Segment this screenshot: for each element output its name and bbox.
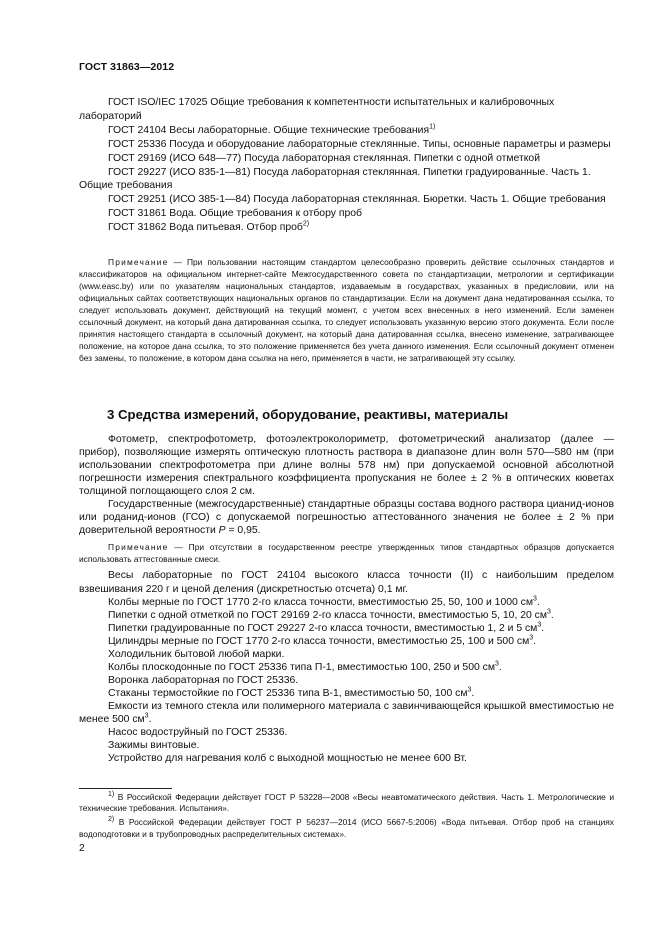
reference-item: ГОСТ 29227 (ИСО 835-1—81) Посуда лабораторная стеклянная. Пипетки градуированные. Часть 1. Общие требования	[79, 166, 591, 192]
equipment-item: Емкости из темного стекла или полимерного материала с завинчивающейся крышкой вместимостью не менее 500 $см^3$.	[79, 700, 614, 725]
footnote-ref[interactable]: 2)	[302, 220, 310, 228]
equipment-item: Колбы мерные по ГОСТ 1770 2-го класса точности, вместимостью 25, 50, 100 и 1000 $см^3$.	[108, 595, 540, 608]
reference-item: ГОСТ 29169 (ИСО 648—77) Посуда лабораторная стеклянная. Пипетки с одной отметкой	[108, 152, 541, 164]
reference-item: ГОСТ 24104 Весы лабораторные. Общие технические требования$^{1)}$	[108, 123, 436, 136]
equipment-item: Пипетки градуированные по ГОСТ 29227 2-го класса точности, вместимостью 1, 2 и 5 $см^3$.	[108, 621, 545, 634]
note-label: Примечание	[108, 542, 169, 553]
note-label: Примечание	[108, 257, 169, 267]
paragraph-instrument: Фотометр, спектрофотометр, фотоэлектроколориметр, фотометрический анализатор (далее — прибор), позволяющие измерять оптическую плотность раствора в диапазоне длин волн 570—580 нм (при использовании спектрофотометра при длине волны 578 нм) при допускаемой основной абсолютной погрешности измерения спектрального коэффициента пропускания не более ± 2 % в оптических кюветах толщиной поглощающего слоя 2 см.	[79, 434, 614, 498]
equipment-item: Цилиндры мерные по ГОСТ 1770 2-го класса точности, вместимостью 25, 100 и 500 $см^3$.	[108, 634, 537, 647]
reference-item: ГОСТ ISO/IEC 17025 Общие требования к компетентности испытательных и калибровочных лабораторий	[79, 97, 555, 122]
equipment-item: Весы лабораторные по ГОСТ 24104 высокого класса точности (II) с наибольшим пределом взвешивания 220 г и ценой деления (дискретностью отсчета) 0,1 мг.	[79, 570, 614, 595]
equipment-item: Пипетки с одной отметкой по ГОСТ 29169 2-го класса точности, вместимостью 5, 10, 20 $см^3$.	[108, 608, 554, 621]
footnote-separator	[79, 788, 172, 789]
page-number: 2	[79, 843, 85, 854]
normative-references-list	[79, 96, 614, 235]
note-references: Примечание — При пользовании настоящим стандартом целесообразно проверить действие ссылочных стандартов и классификаторов на официальном интернет-сайте Межгосударственного совета по стандартизации, метрологии и сертификации (www.easc.by) или по указателям национальных стандартов, издаваемым в государствах, указанных в предисловии, или на официальных сайтах соответствующих национальных органов по стандартизации. Если на документ дана недатированная ссылка, то следует использовать документ, действующий на текущий момент, с учетом всех внесенных в него изменений. Если заменен ссылочный документ, на который дана датированная ссылка, то следует использовать указанную версию этого документа. Если после принятия настоящего стандарта в ссылочный документ, на который дана датированная ссылка, внесено изменение, затрагивающее положение, на которое дана ссылка, то это положение применяется без учета данного изменения. Если ссылочный документ отменен без замены, то положение, в котором дана ссылка на него, применяется в части, не затрагивающей эту ссылку.	[79, 257, 614, 364]
reference-item: ГОСТ 25336 Посуда и оборудование лабораторные стеклянные. Типы, основные параметры и размеры	[108, 138, 611, 150]
paragraph-reference-materials: Государственные (межгосударственные) стандартные образцы состава водного раствора цианид-ионов или роданид-ионов (ГСО) с допускаемой погрешностью аттестованного значения не более ± 2 % при доверительной вероятности P = 0,95.	[79, 499, 614, 537]
equipment-item: Стаканы термостойкие по ГОСТ 25336 типа В-1, вместимостью 50, 100 $см^3$.	[108, 686, 475, 699]
equipment-item: Устройство для нагревания колб с выходной мощностью не менее 600 Вт.	[108, 753, 467, 765]
note-reference-materials: Примечание — При отсутствии в государственном реестре утвержденных типов стандартных образцов допускается использовать аттестованные смеси.	[79, 542, 614, 565]
section-3-heading: 3 Средства измерений, оборудование, реактивы, материалы	[107, 407, 509, 422]
equipment-item: Воронка лабораторная по ГОСТ 25336.	[108, 674, 299, 686]
reference-item: ГОСТ 31862 Вода питьевая. Отбор проб$^{2)}$	[108, 220, 310, 234]
reference-item: ГОСТ 29251 (ИСО 385-1—84) Посуда лабораторная стеклянная. Бюретки. Часть 1. Общие требования	[108, 194, 606, 206]
footnote-ref[interactable]: 1)	[429, 123, 436, 131]
equipment-item: Колбы плоскодонные по ГОСТ 25336 типа П-1, вместимостью 100, 250 и 500 $см^3$.	[108, 660, 502, 673]
reference-item: ГОСТ 31861 Вода. Общие требования к отбору проб	[108, 208, 362, 220]
section-3-body	[79, 433, 614, 765]
footnote-1: $^{1)}$ В Российской Федерации действует ГОСТ Р 53228—2008 «Весы неавтоматического действия. Часть 1. Метрологические и технические требования. Испытания».	[79, 791, 614, 814]
footnotes	[79, 792, 614, 843]
footnote-2: $^{2)}$ В Российской Федерации действует ГОСТ Р 56237—2014 (ИСО 5667-5:2006) «Вода питьевая. Отбор проб на станциях водоподготовки и в трубопроводных распределительных системах».	[79, 816, 614, 839]
document-header-code: ГОСТ 31863—2012	[79, 61, 175, 73]
equipment-item: Насос водоструйный по ГОСТ 25336.	[108, 727, 288, 739]
equipment-item: Холодильник бытовой любой марки.	[108, 648, 285, 660]
equipment-item: Зажимы винтовые.	[108, 740, 200, 752]
note-text: При пользовании настоящим стандартом целесообразно проверить действие ссылочных стандартов и классификаторов на официальном интернет-сайте Межгосударственного совета по стандартизации, метрологии и сертификации (www.easc.by) или по указателям национальных стандартов, издаваемым в государствах, указанных в предисловии, или на официальных сайтах соответствующих национальных органов по стандартизации. Если на документ дана недатированная ссылка, то следует использовать документ, действующий на текущий момент, с учетом всех внесенных в него изменений. Если заменен ссылочный документ, на который дана датированная ссылка, то следует использовать указанную версию этого документа. Если после принятия настоящего стандарта в ссылочный документ, на который дана датированная ссылка, внесено изменение, затрагивающее положение, на которое дана ссылка, то это положение применяется без учета данного изменения. Если ссылочный документ отменен без замены, то положение, в котором дана ссылка на него, применяется в части, не затрагивающей эту ссылку.	[79, 257, 614, 364]
